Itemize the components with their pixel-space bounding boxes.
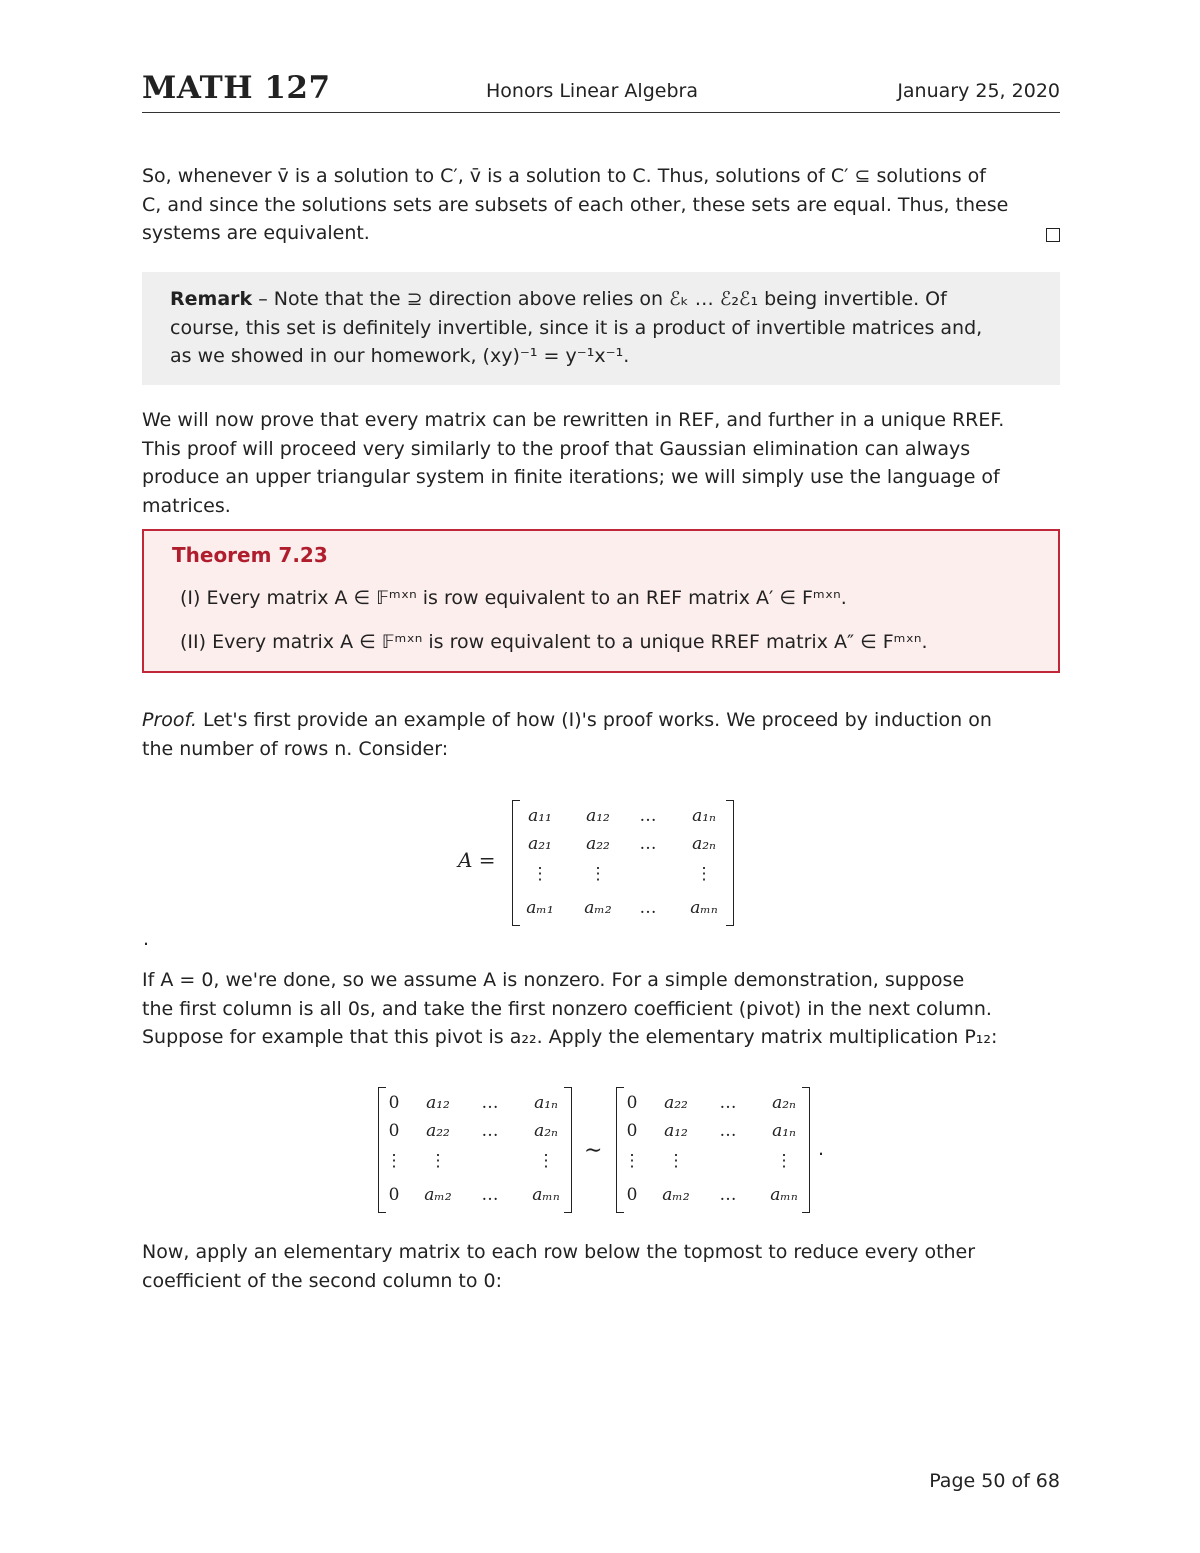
- remark-line: as we showed in our homework, (xy)⁻¹ = y⁻¹x⁻¹.: [170, 345, 630, 367]
- header-date: January 25, 2020: [897, 80, 1060, 102]
- matrix-before-swap: [378, 1087, 572, 1213]
- matrix-entry: ⋮: [667, 1151, 685, 1171]
- matrix-entry: ⋮: [429, 1151, 447, 1171]
- text-line: the number of rows n. Consider:: [142, 737, 449, 760]
- theorem-title: Theorem 7.23: [172, 543, 328, 567]
- text-line: [142, 706, 1060, 735]
- matrix-entry: …: [719, 1093, 737, 1113]
- matrix-entry: ⋮: [623, 1151, 641, 1171]
- text-line: matrices.: [142, 494, 231, 517]
- matrix-entry: …: [481, 1121, 499, 1141]
- matrix-entry: 0: [626, 1185, 638, 1205]
- theorem-box: [142, 529, 1060, 673]
- text-line: coefficient of the second column to 0:: [142, 1269, 503, 1292]
- text-line: Suppose for example that this pivot is a₂₂. Apply the elementary matrix multiplication P₁₂:: [142, 1026, 998, 1048]
- matrix-entry: 0: [626, 1093, 638, 1113]
- matrix-entry: a₂₂: [664, 1093, 688, 1113]
- matrix-entry: a₁₂: [426, 1093, 450, 1113]
- page-number: Page 50 of 68: [929, 1470, 1060, 1492]
- matrix-entry: ⋮: [589, 864, 607, 884]
- proof-text: Let's first provide an example of how (I)'s proof works. We proceed by induction on: [202, 709, 992, 731]
- text-line: Now, apply an elementary matrix to each row below the topmost to reduce every other: [142, 1241, 976, 1263]
- proof-label: Proof.: [142, 709, 197, 731]
- matrix-entry: a₂ₙ: [534, 1121, 558, 1141]
- matrix-entry: a₁ₙ: [772, 1121, 796, 1141]
- matrix-entry: ⋮: [385, 1151, 403, 1171]
- theorem-item-2: (II) Every matrix A ∈ 𝔽ᵐˣⁿ is row equivalent to a unique RREF matrix A″ ∈ Fᵐˣⁿ.: [180, 631, 928, 653]
- matrix-entry: …: [481, 1093, 499, 1113]
- paragraph-ref: [142, 406, 1060, 520]
- remark-label: Remark: [170, 288, 253, 310]
- matrix-entry: a₂ₙ: [772, 1093, 796, 1113]
- matrix-a-trail: .: [143, 928, 150, 950]
- matrix-entry: aₘ₂: [662, 1185, 690, 1205]
- matrix-entry: 0: [388, 1121, 400, 1141]
- matrix-entry: ⋮: [695, 864, 713, 884]
- matrix-entry: a₁₁: [528, 806, 552, 826]
- matrix-entry: aₘ₂: [584, 898, 612, 918]
- page-header: [142, 70, 1060, 113]
- matrix-entry: aₘₙ: [532, 1185, 560, 1205]
- matrix-a-lhs: A =: [458, 848, 496, 872]
- matrix-entry: …: [719, 1121, 737, 1141]
- matrix-entry: a₂ₙ: [692, 834, 716, 854]
- matrix-entry: a₂₂: [426, 1121, 450, 1141]
- matrix-entry: ⋮: [537, 1151, 555, 1171]
- matrix-right-bracket: [726, 800, 734, 926]
- matrix-c-trail: .: [818, 1138, 825, 1160]
- remark-text: – Note that the ⊇ direction above relies on ℰₖ … ℰ₂ℰ₁ being invertible. Of: [258, 288, 947, 310]
- text-line: the first column is all 0s, and take the first nonzero coefficient (pivot) in the next column.: [142, 997, 992, 1020]
- matrix-entry: …: [639, 898, 657, 918]
- text-line: This proof will proceed very similarly to the proof that Gaussian elimination can always: [142, 437, 971, 460]
- proof-paragraph: [142, 706, 1060, 763]
- remark-line: [170, 285, 1032, 314]
- course-subject: Honors Linear Algebra: [486, 80, 698, 102]
- text-line: produce an upper triangular system in finite iterations; we will simply use the language of: [142, 466, 1000, 488]
- matrix-entry: …: [481, 1185, 499, 1205]
- text-line: We will now prove that every matrix can be rewritten in REF, and further in a unique RREF.: [142, 409, 1005, 431]
- text-line: If A = 0, we're done, so we assume A is nonzero. For a simple demonstration, suppose: [142, 969, 965, 991]
- text-line: systems are equivalent.: [142, 222, 370, 244]
- matrix-entry: 0: [388, 1093, 400, 1113]
- course-title: MATH 127: [142, 70, 331, 106]
- matrix-after-swap: [616, 1087, 810, 1213]
- matrix-entry: aₘₙ: [690, 898, 718, 918]
- paragraph-solutions: [142, 162, 1060, 248]
- remark-box: [142, 272, 1060, 385]
- matrix-entry: aₘₙ: [770, 1185, 798, 1205]
- matrix-entry: aₘ₁: [526, 898, 554, 918]
- paragraph-pivot: [142, 966, 1060, 1052]
- matrix-entry: a₂₂: [586, 834, 610, 854]
- matrix-entry: ⋮: [775, 1151, 793, 1171]
- theorem-item-1: (I) Every matrix A ∈ 𝔽ᵐˣⁿ is row equivalent to an REF matrix A′ ∈ Fᵐˣⁿ.: [180, 587, 847, 609]
- sim-symbol: ∼: [584, 1138, 603, 1163]
- matrix-entry: …: [639, 806, 657, 826]
- text-line: So, whenever v̄ is a solution to C′, v̄ is a solution to C. Thus, solutions of C′ ⊆ solutions of: [142, 165, 986, 187]
- matrix-entry: …: [639, 834, 657, 854]
- matrix-entry: …: [719, 1185, 737, 1205]
- text-line: C, and since the solutions sets are subsets of each other, these sets are equal. Thus, these: [142, 193, 1009, 216]
- matrix-left-bracket: [512, 800, 520, 926]
- matrix-entry: a₁ₙ: [692, 806, 716, 826]
- matrix-entry: 0: [388, 1185, 400, 1205]
- text-line-last: [142, 219, 1060, 248]
- matrix-entry: a₁ₙ: [534, 1093, 558, 1113]
- matrix-entry: a₂₁: [528, 834, 552, 854]
- matrix-entry: a₁₂: [664, 1121, 688, 1141]
- qed-box-icon: [1046, 228, 1060, 242]
- matrix-entry: aₘ₂: [424, 1185, 452, 1205]
- paragraph-reduce: [142, 1238, 1060, 1295]
- matrix-entry: 0: [626, 1121, 638, 1141]
- matrix-a: [512, 800, 734, 926]
- matrix-entry: a₁₂: [586, 806, 610, 826]
- remark-line: course, this set is definitely invertible, since it is a product of invertible matrices and,: [170, 316, 983, 339]
- matrix-entry: ⋮: [531, 864, 549, 884]
